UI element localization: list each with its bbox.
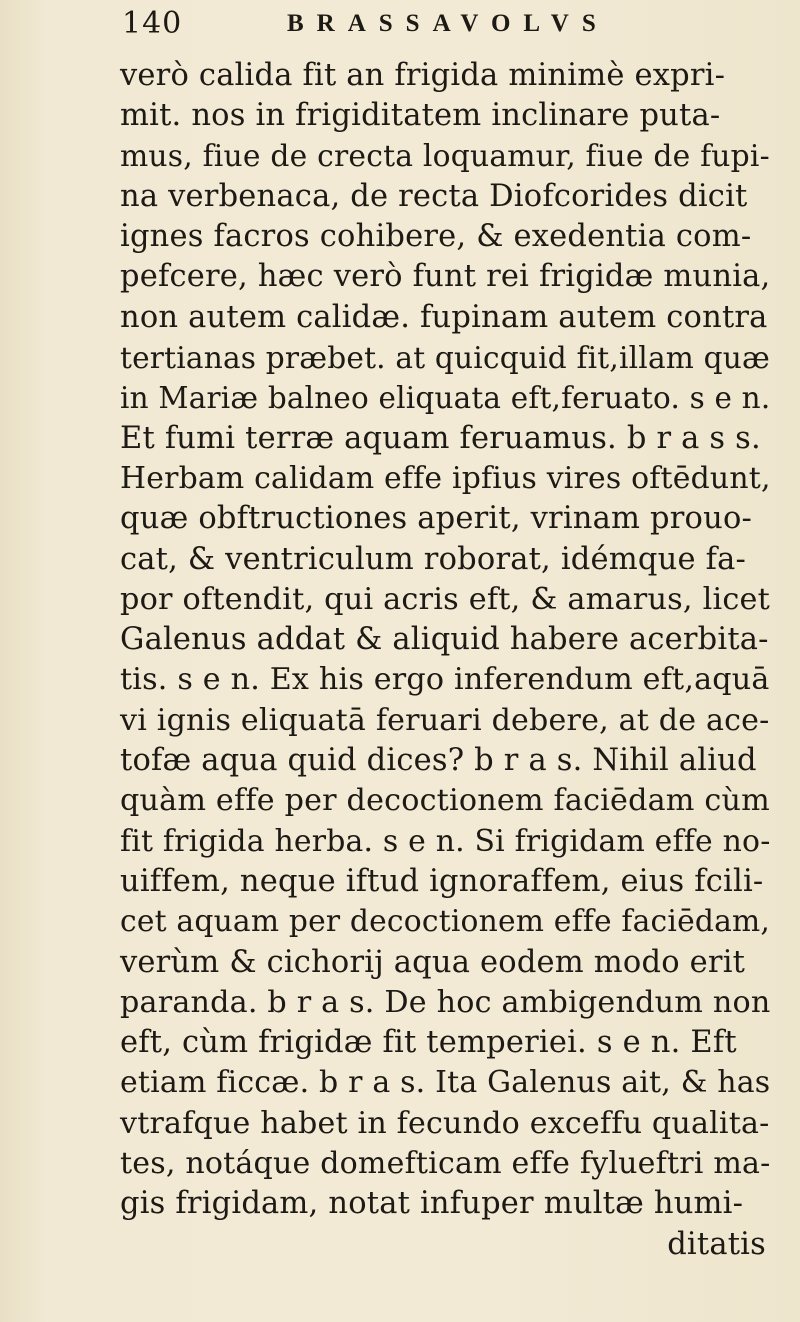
text-line: por oftendit, qui acris eft, & amarus, licet — [120, 581, 771, 617]
text-line: cat, & ventriculum roborat, idémque fa- — [120, 541, 746, 577]
page-header — [122, 6, 762, 46]
text-line: paranda. b r a s. De hoc ambigendum non — [120, 984, 771, 1020]
text-line: quàm effe per decoctionem faciēdam cùm — [120, 783, 770, 819]
text-line: pefcere, hæc verò funt rei frigidæ munia, — [120, 259, 771, 295]
text-line: verùm & cichorij aqua eodem modo erit — [120, 944, 746, 980]
text-line: etiam ficcæ. b r a s. Ita Galenus ait, & has — [120, 1065, 771, 1101]
text-line: ignes facros cohibere, & exedentia com- — [120, 219, 752, 255]
text-line: tes, notáque domefticam effe fylueftri ma- — [120, 1146, 771, 1182]
text-line: eft, cùm frigidæ fit temperiei. s e n. Eft — [120, 1025, 737, 1061]
catchword: ditatis — [667, 1226, 766, 1262]
body-text — [120, 56, 770, 1265]
text-line: vtrafque habet in fecundo exceffu qualita- — [120, 1105, 770, 1141]
text-line: gis frigidam, notat infuper multæ humi- — [120, 1186, 744, 1222]
running-head: BRASSAVOLVS — [287, 10, 609, 37]
text-line: fit frigida herba. s e n. Si frigidam effe no- — [120, 823, 771, 859]
text-line: in Mariæ balneo eliquata eft,feruato. s e n. — [120, 381, 771, 416]
text-line: Et fumi terræ aquam feruamus. b r a s s. — [120, 420, 761, 456]
text-line: vi ignis eliquatā feruari debere, at de ace- — [120, 702, 770, 738]
text-line: uiffem, neque iftud ignoraffem, eius fcili- — [120, 863, 764, 899]
text-line: non autem calidæ. fupinam autem contra — [120, 299, 768, 335]
text-line: mit. nos in frigiditatem inclinare puta- — [120, 98, 721, 134]
text-line: tofæ aqua quid dices? b r a s. Nihil aliud — [120, 743, 757, 779]
text-line: mus, fiue de crecta loquamur, fiue de fupi- — [120, 138, 770, 174]
text-line: tertianas præbet. at quicquid fit,illam quæ — [120, 341, 771, 376]
text-line: verò calida fit an frigida minimè expri- — [120, 58, 726, 93]
text-line: tis. s e n. Ex his ergo inferendum eft,aquā — [120, 662, 770, 698]
page-number: 140 — [122, 6, 183, 41]
text-line: Galenus addat & aliquid habere acerbita- — [120, 622, 769, 658]
text-line: Herbam calidam effe ipfius vires oftēdunt, — [120, 460, 771, 496]
text-line: quæ obftructiones aperit, vrinam prouo- — [120, 501, 753, 537]
text-line: na verbenaca, de recta Diofcorides dicit — [120, 178, 748, 214]
text-line: cet aquam per decoctionem effe faciēdam, — [120, 904, 771, 940]
